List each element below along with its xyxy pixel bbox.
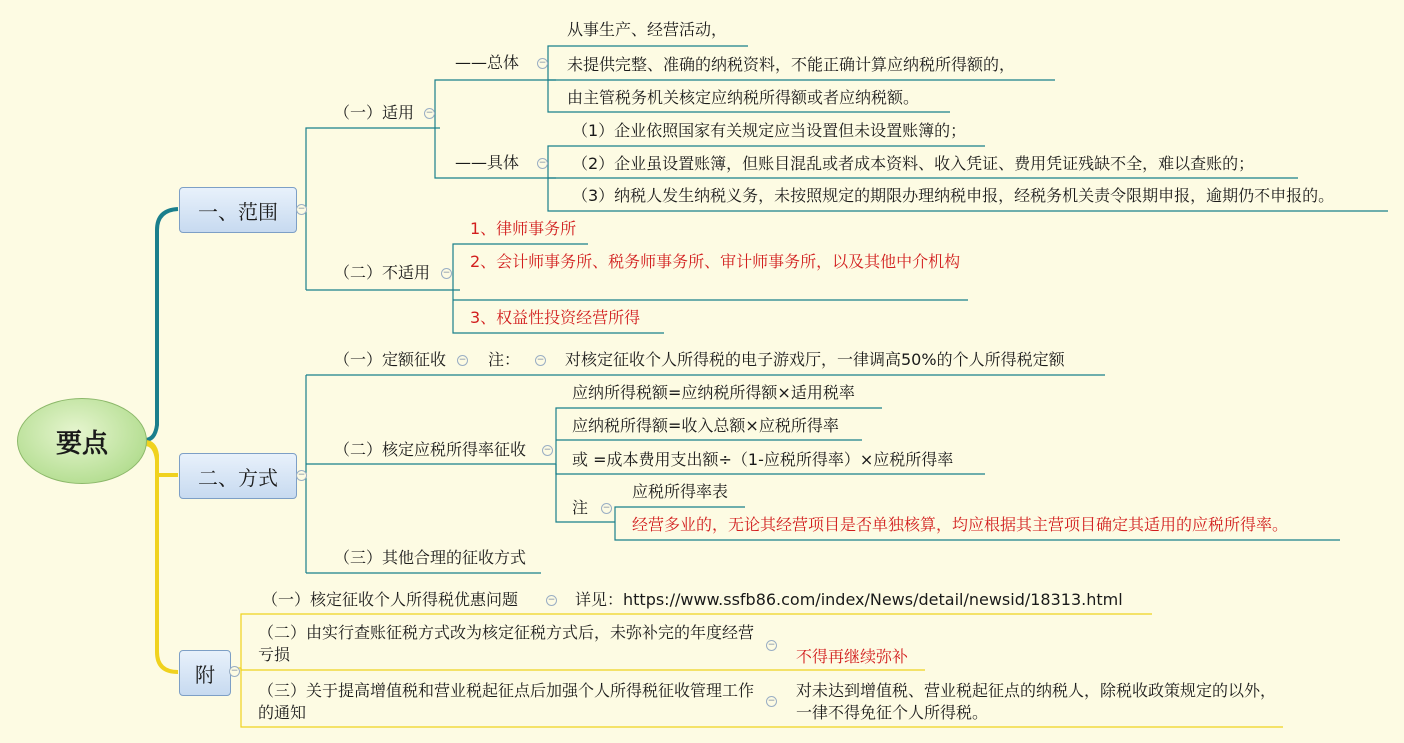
node-qita[interactable]: （三）其他合理的征收方式 bbox=[334, 548, 527, 567]
zongti-item-2: 未提供完整、准确的纳税资料，不能正确计算应纳税所得额的， bbox=[567, 55, 1016, 74]
bushiyong-item-1: 1、律师事务所 bbox=[470, 219, 577, 238]
collapse-icon[interactable]: − bbox=[538, 58, 547, 68]
dinge-note: 对核定征收个人所得税的电子游戏厅，一律调高50%的个人所得税定额 bbox=[565, 350, 1065, 369]
collapse-icon[interactable]: − bbox=[297, 470, 306, 480]
collapse-icon[interactable]: − bbox=[543, 445, 552, 455]
zongti-item-3: 由主管税务机关核定应纳税所得额或者应纳税额。 bbox=[567, 88, 920, 107]
fu-item-3-label[interactable]: （三）关于提高增值税和营业税起征点后加强个人所得税征收管理工作的通知 bbox=[258, 681, 755, 722]
collapse-icon[interactable]: − bbox=[767, 640, 776, 650]
node-zongti[interactable]: ——总体 bbox=[455, 53, 520, 72]
node-fu[interactable]: 附 bbox=[179, 650, 231, 696]
collapse-icon[interactable]: − bbox=[602, 503, 611, 513]
juti-item-2: （2）企业虽设置账簿，但账目混乱或者成本资料、收入凭证、费用凭证残缺不全，难以查账的； bbox=[572, 154, 1255, 173]
node-juti[interactable]: ——具体 bbox=[455, 153, 520, 172]
node-shiyong[interactable]: （一）适用 bbox=[334, 103, 415, 122]
dinge-note-label: 注： bbox=[488, 350, 521, 369]
node-dinge[interactable]: （一）定额征收 bbox=[334, 350, 447, 369]
collapse-icon[interactable]: − bbox=[458, 355, 467, 365]
collapse-icon[interactable]: − bbox=[442, 268, 451, 278]
node-fangshi[interactable]: 二、方式 bbox=[179, 453, 297, 499]
fu-item-1-detail[interactable]: 详见：https://www.ssfb86.com/index/News/detail/newsid/18313.html bbox=[575, 590, 1123, 609]
fu-item-1-label[interactable]: （一）核定征收个人所得税优惠问题 bbox=[262, 590, 519, 609]
fu-item-2-label[interactable]: （二）由实行查账征税方式改为核定征税方式后，未弥补完的年度经营亏损 bbox=[258, 623, 755, 664]
collapse-icon[interactable]: − bbox=[425, 108, 434, 118]
node-heding[interactable]: （二）核定应税所得率征收 bbox=[334, 440, 527, 459]
node-fanwei[interactable]: 一、范围 bbox=[179, 187, 297, 233]
fu-item-3-detail: 对未达到增值税、营业税起征点的纳税人，除税收政策规定的以外，一律不得免征个人所得税。 bbox=[796, 681, 1277, 722]
fu-item-2-detail: 不得再继续弥补 bbox=[796, 647, 909, 666]
collapse-icon[interactable]: − bbox=[230, 666, 239, 676]
bushiyong-item-2: 2、会计师事务所、税务师事务所、审计师事务所，以及其他中介机构 bbox=[470, 252, 961, 271]
bushiyong-item-3: 3、权益性投资经营所得 bbox=[470, 308, 641, 327]
collapse-icon[interactable]: − bbox=[536, 355, 545, 365]
formula-2: 应纳税所得额=收入总额×应税所得率 bbox=[572, 416, 839, 435]
juti-item-1: （1）企业依照国家有关规定应当设置但未设置账簿的； bbox=[572, 121, 967, 140]
formula-1: 应纳所得税额=应纳税所得额×适用税率 bbox=[572, 383, 855, 402]
node-bushiyong[interactable]: （二）不适用 bbox=[334, 263, 431, 282]
collapse-icon[interactable]: − bbox=[767, 696, 776, 706]
formula-3: 或 =成本费用支出额÷（1-应税所得率）×应税所得率 bbox=[572, 450, 954, 469]
heding-note-1: 应税所得率表 bbox=[632, 482, 729, 501]
collapse-icon[interactable]: − bbox=[297, 204, 306, 214]
heding-note-2: 经营多业的，无论其经营项目是否单独核算，均应根据其主营项目确定其适用的应税所得率。 bbox=[632, 515, 1289, 534]
zongti-item-1: 从事生产、经营活动， bbox=[567, 20, 728, 39]
root-node[interactable]: 要点 bbox=[17, 398, 147, 484]
collapse-icon[interactable]: − bbox=[538, 158, 547, 168]
juti-item-3: （3）纳税人发生纳税义务，未按照规定的期限办理纳税申报，经税务机关责令限期申报，逾期仍不申报的。 bbox=[572, 186, 1335, 205]
collapse-icon[interactable]: − bbox=[547, 595, 556, 605]
heding-note-label: 注 bbox=[572, 498, 589, 517]
